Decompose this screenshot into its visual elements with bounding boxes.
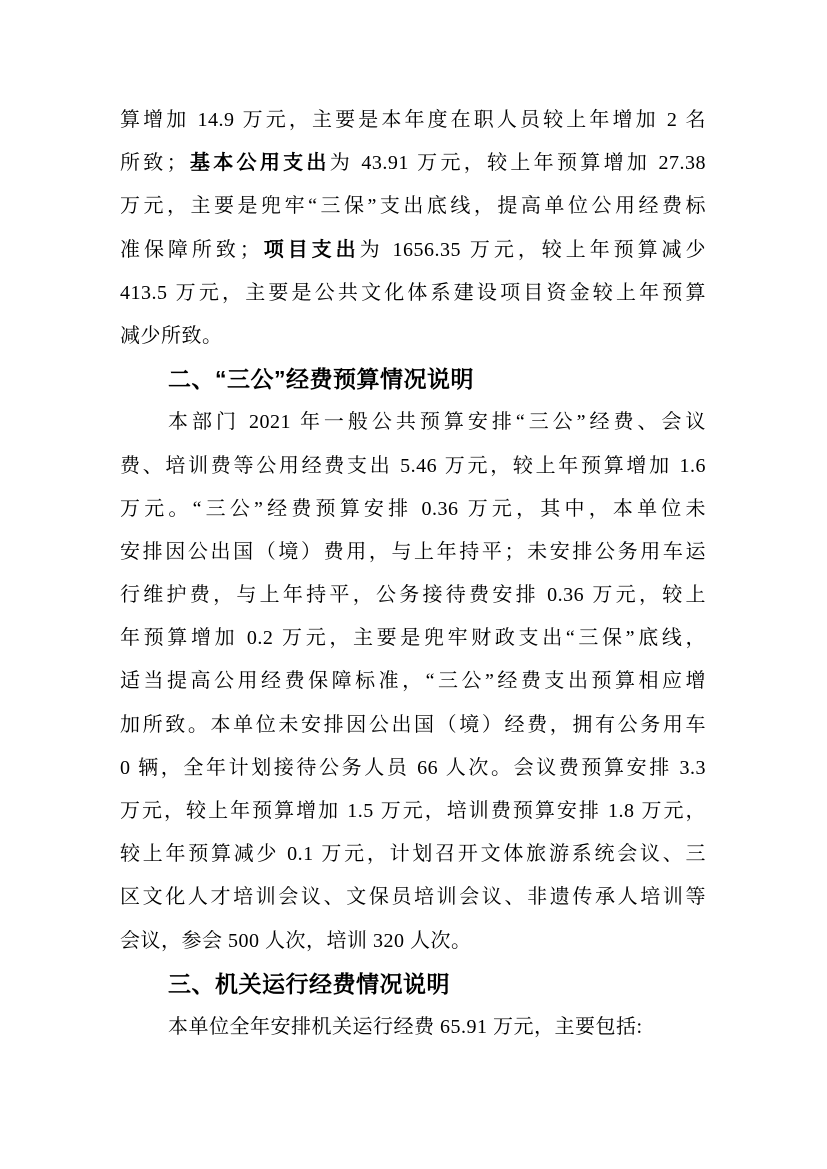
text-run: 万元，较上年预算增加 1.5 万元，培训费预算安排 1.8 万元， — [120, 800, 706, 822]
text-run: 算增加 14.9 万元，主要是本年度在职人员较上年增加 2 名 — [120, 109, 706, 131]
text-line — [120, 617, 706, 660]
section-heading-sangong-budget — [120, 358, 706, 401]
text-run: 安排因公出国（境）费用，与上年持平；未安排公务用车运 — [120, 540, 706, 563]
text-line — [120, 401, 706, 444]
text-run: 本部门 2021 年一般公共预算安排“三公”经费、会议 — [168, 411, 706, 434]
text-run: 为 1656.35 万元，较上年预算减少 — [359, 238, 706, 261]
text-line — [120, 920, 706, 963]
text-line — [120, 704, 706, 747]
text-line — [120, 660, 706, 703]
text-line — [120, 272, 706, 315]
text-run: 万元。“三公”经费预算安排 0.36 万元，其中，本单位未 — [120, 497, 706, 520]
text-line — [120, 574, 706, 617]
text-run: 费、培训费等公用经费支出 5.46 万元，较上年预算增加 1.6 — [120, 454, 706, 477]
text-run: 适当提高公用经费保障标准，“三公”经费支出预算相应增 — [120, 670, 706, 693]
text-run: 加所致。本单位未安排因公出国（境）经费，拥有公务用车 — [120, 713, 706, 736]
text-run: 会议，参会 500 人次，培训 320 人次。 — [120, 929, 472, 952]
text-run: 年预算增加 0.2 万元，主要是兜牢财政支出“三保”底线， — [120, 627, 706, 650]
heading-text: 二、“三公”经费预算情况说明 — [168, 366, 474, 393]
text-run: 行维护费，与上年持平，公务接待费安排 0.36 万元，较上 — [120, 584, 706, 607]
heading-text: 三、机关运行经费情况说明 — [168, 970, 450, 997]
bold-term-basic-public-expenditure: 基本公用支出 — [187, 152, 330, 175]
text-line — [120, 876, 706, 919]
document-text-block — [120, 99, 706, 1049]
text-line — [120, 833, 706, 876]
text-run: 413.5 万元，主要是公共文化体系建设项目资金较上年预算 — [120, 281, 706, 304]
text-line — [120, 747, 706, 790]
text-line — [120, 142, 706, 185]
text-line — [120, 445, 706, 488]
text-run: 0 辆，全年计划接待公务人员 66 人次。会议费预算安排 3.3 — [120, 756, 706, 779]
text-run: 本单位全年安排机关运行经费 65.91 万元，主要包括: — [168, 1015, 643, 1038]
text-run: 所致； — [120, 152, 188, 175]
text-line — [120, 185, 706, 228]
text-line — [120, 1006, 706, 1049]
text-line — [120, 315, 706, 358]
text-run: 为 43.91 万元，较上年预算增加 27.38 — [329, 152, 706, 175]
bold-term-project-expenditure: 项目支出 — [260, 238, 360, 261]
text-line — [120, 488, 706, 531]
text-run: 区文化人才培训会议、文保员培训会议、非遗传承人培训等 — [120, 886, 706, 909]
text-run: 准保障所致； — [120, 238, 261, 261]
text-line — [120, 99, 706, 142]
section-heading-operating-expenses — [120, 963, 706, 1006]
text-run: 万元，主要是兜牢“三保”支出底线，提高单位公用经费标 — [120, 195, 706, 218]
text-run: 减少所致。 — [120, 324, 223, 347]
text-line — [120, 790, 706, 833]
text-run: 较上年预算减少 0.1 万元，计划召开文体旅游系统会议、三 — [120, 843, 706, 866]
text-line — [120, 229, 706, 272]
text-line — [120, 531, 706, 574]
